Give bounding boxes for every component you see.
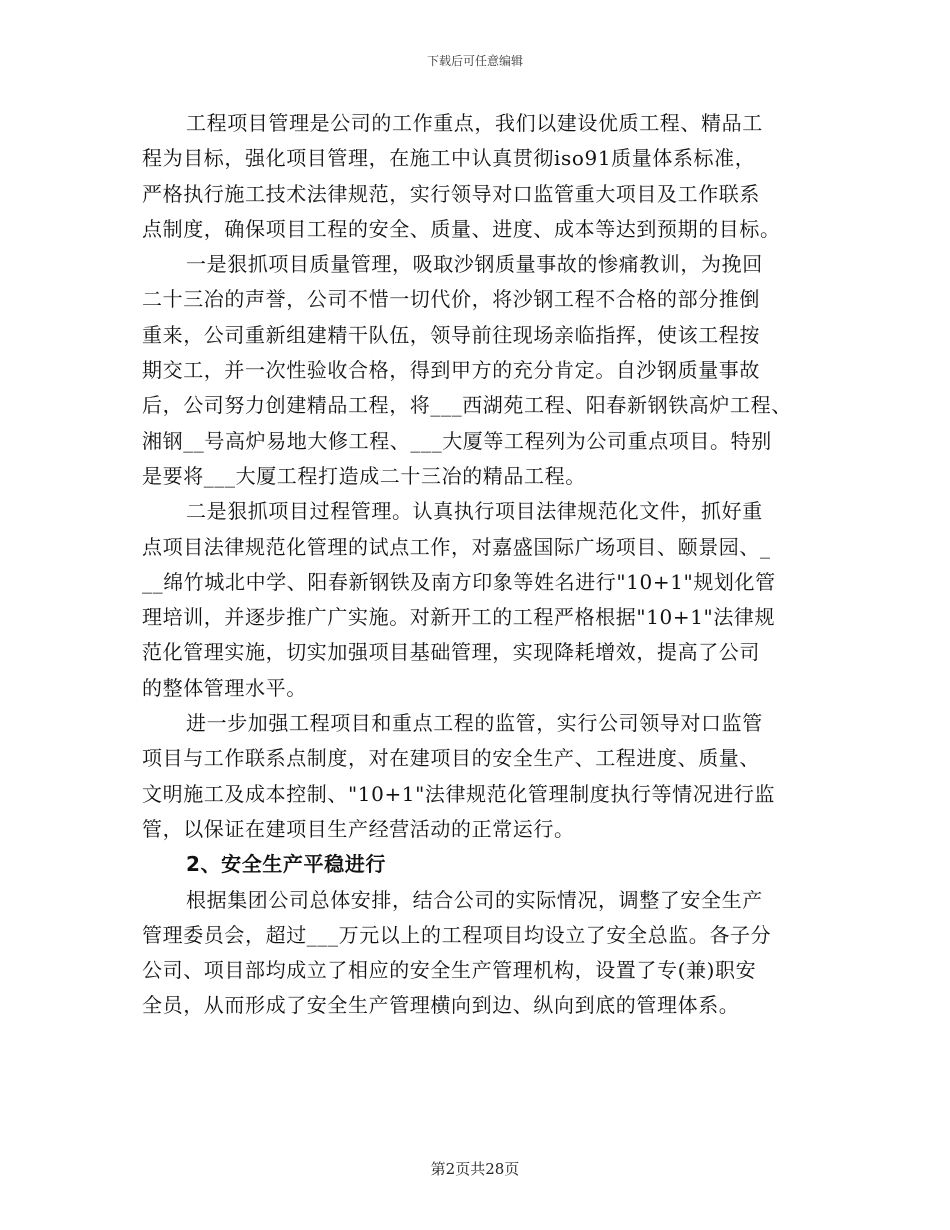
text-line: 公司、项目部均成立了相应的安全生产管理机构，设置了专(兼)职安 <box>142 958 757 983</box>
text-line: 根据集团公司总体安排，结合公司的实际情况，调整了安全生产 <box>186 887 763 912</box>
text-line: 进一步加强工程项目和重点工程的监管，实行公司领导对口监管 <box>186 711 763 736</box>
text-line: 程为目标，强化项目管理，在施工中认真贯彻iso91质量体系标准， <box>142 146 756 171</box>
section-heading: 2、安全生产平稳进行 <box>186 852 386 877</box>
text-line: 工程项目管理是公司的工作重点，我们以建设优质工程、精品工 <box>186 111 763 135</box>
text-line: 是要将___大厦工程打造成二十三冶的精品工程。 <box>142 463 586 488</box>
text-line: 全员，从而形成了安全生产管理横向到边、纵向到底的管理体系。 <box>142 993 740 1018</box>
body-text <box>142 106 814 1024</box>
text-line: 期交工，并一次性验收合格，得到甲方的充分肯定。自沙钢质量事故 <box>142 358 760 383</box>
text-line: 范化管理实施，切实加强项目基础管理，实现降耗增效，提高了公司 <box>142 640 760 665</box>
text-line: 管理委员会，超过___万元以上的工程项目均设立了安全总监。各子分 <box>142 922 772 947</box>
text-line: 理培训，并逐步推广广实施。对新开工的工程严格根据"10+1"法律规 <box>142 605 776 630</box>
text-line: 点项目法律规范化管理的试点工作，对嘉盛国际广场项目、颐景园、_ <box>142 534 771 559</box>
text-line: 的整体管理水平。 <box>142 675 307 700</box>
text-line: 严格执行施工技术法律规范，实行领导对口监管重大项目及工作联系 <box>142 181 760 206</box>
text-line: __绵竹城北中学、阳春新钢铁及南方印象等姓名进行"10+1"规划化管 <box>142 569 776 594</box>
text-line: 项目与工作联系点制度，对在建项目的安全生产、工程进度、质量、 <box>142 746 760 771</box>
page-header: 下载后可任意编辑 <box>426 54 523 68</box>
text-line: 点制度，确保项目工程的安全、质量、进度、成本等达到预期的目标。 <box>142 216 781 241</box>
text-line: 湘钢__号高炉易地大修工程、___大厦等工程列为公司重点项目。特别 <box>142 428 772 453</box>
text-line: 文明施工及成本控制、"10+1"法律规范化管理制度执行等情况进行监 <box>142 781 776 806</box>
text-line: 后，公司努力创建精品工程，将___西湖苑工程、阳春新钢铁高炉工程、 <box>142 393 792 418</box>
page-footer: 第2页共28页 <box>430 1160 520 1178</box>
text-line: 二十三冶的声誉，公司不惜一切代价，将沙钢工程不合格的部分推倒 <box>142 287 760 312</box>
text-line: 二是狠抓项目过程管理。认真执行项目法律规范化文件，抓好重 <box>186 499 763 524</box>
text-line: 管，以保证在建项目生产经营活动的正常运行。 <box>142 816 575 841</box>
text-line: 重来，公司重新组建精干队伍，领导前往现场亲临指挥，使该工程按 <box>142 322 760 347</box>
text-line: 一是狠抓项目质量管理，吸取沙钢质量事故的惨痛教训，为挽回 <box>186 252 763 277</box>
